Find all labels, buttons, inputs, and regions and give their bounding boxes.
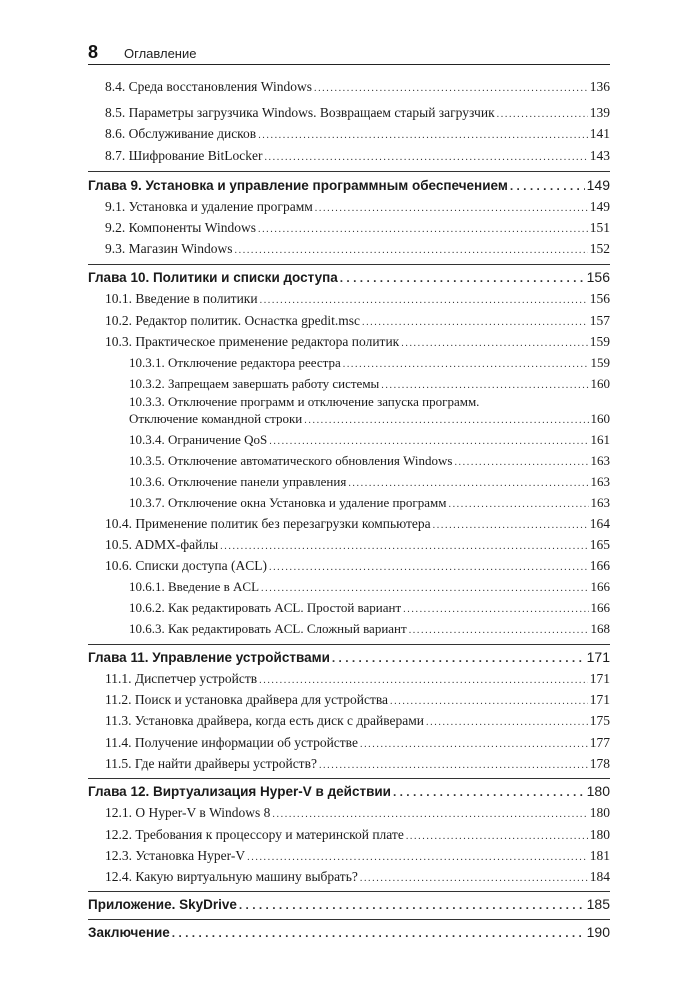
- chapter-title: Заключение: [88, 925, 170, 940]
- leader-dots: [360, 736, 588, 754]
- toc-entry-label: 10.2. Редактор политик. Оснастка gpedit.msc: [105, 313, 360, 328]
- toc-entry-page: 136: [589, 79, 610, 94]
- leader-dots: [304, 412, 588, 430]
- toc-subentry-line1[interactable]: 10.3.3. Отключение программ и отключение запуска программ.: [129, 394, 480, 409]
- toc-subentry-label: 10.6.2. Как редактировать ACL. Простой вариант: [129, 600, 402, 615]
- toc-entry[interactable]: [105, 712, 610, 732]
- leader-dots: [348, 475, 588, 493]
- toc-subentry-label: Отключение командной строки: [129, 411, 303, 426]
- page-number: 8: [88, 42, 99, 62]
- chapter-rule: [88, 891, 610, 892]
- chapter-page: 156: [586, 269, 610, 285]
- leader-dots: [235, 242, 588, 260]
- leader-dots: [390, 693, 588, 711]
- toc-subentry-label: 10.6.3. Как редактировать ACL. Сложный вариант: [129, 621, 407, 636]
- leader-dots: [448, 496, 588, 514]
- toc-entry-label: 10.5. ADMX-файлы: [105, 537, 219, 552]
- toc-entry-label: 9.2. Компоненты Windows: [105, 220, 256, 235]
- leader-dots: [510, 177, 585, 195]
- toc-entry-page: 141: [589, 126, 610, 141]
- leader-dots: [220, 538, 588, 556]
- toc-entry[interactable]: [105, 198, 610, 218]
- chapter-rule: [88, 778, 610, 779]
- toc-entry[interactable]: [105, 147, 610, 167]
- toc-entry-label: 12.3. Установка Hyper-V: [105, 848, 246, 863]
- toc-entry-page: 164: [589, 516, 610, 531]
- toc-entry[interactable]: [105, 125, 610, 145]
- toc-entry-label: 10.3. Практическое применение редактора политик: [105, 334, 400, 349]
- toc-entry-page: 139: [589, 105, 610, 120]
- toc-subentry-page: 166: [590, 579, 610, 594]
- toc-subentry-page: 168: [590, 621, 610, 636]
- toc-entry[interactable]: [105, 536, 610, 556]
- toc-entry-label: 10.1. Введение в политики: [105, 291, 258, 306]
- leader-dots: [401, 335, 588, 353]
- toc-entry-label: 12.2. Требования к процессору и материнской плате: [105, 827, 404, 842]
- toc-entry-page: 159: [589, 334, 610, 349]
- chapter-title: Глава 9. Установка и управление программным обеспечением: [88, 178, 508, 193]
- toc-subentry[interactable]: [129, 620, 610, 640]
- toc-entry-page: 180: [589, 805, 610, 820]
- toc-entry-page: 152: [589, 241, 610, 256]
- toc-subentry-page: 166: [590, 600, 610, 615]
- toc-entry-label: 9.3. Магазин Windows: [105, 241, 233, 256]
- toc-entry-label: 8.5. Параметры загрузчика Windows. Возвращаем старый загрузчик: [105, 105, 495, 120]
- toc-entry-page: 171: [589, 671, 610, 686]
- chapter-page: 185: [586, 896, 610, 912]
- leader-dots: [332, 649, 585, 667]
- leader-dots: [314, 80, 588, 98]
- leader-dots: [426, 714, 588, 732]
- toc-entry-page: 171: [589, 692, 610, 707]
- chapter-rule: [88, 919, 610, 920]
- toc-entry-label: 8.6. Обслуживание дисков: [105, 126, 257, 141]
- toc-entry-page: 178: [589, 756, 610, 771]
- chapter-title: Глава 12. Виртуализация Hyper-V в действии: [88, 784, 391, 799]
- leader-dots: [247, 849, 588, 867]
- leader-dots: [315, 200, 588, 218]
- toc-subentry-page: 163: [590, 474, 610, 489]
- toc-subentry-label: 10.6.1. Введение в ACL: [129, 579, 260, 594]
- chapter-title: Глава 10. Политики и списки доступа: [88, 270, 338, 285]
- toc-subentry[interactable]: [129, 375, 610, 395]
- toc-subentry-page: 163: [590, 495, 610, 510]
- toc-entry-label: 10.4. Применение политик без перезагрузки компьютера: [105, 516, 431, 531]
- leader-dots: [340, 269, 585, 287]
- leader-dots: [403, 601, 588, 619]
- leader-dots: [362, 314, 588, 332]
- toc-entry[interactable]: [105, 290, 610, 310]
- toc-entry-label: 11.4. Получение информации об устройстве: [105, 735, 358, 750]
- toc-entry-label: 10.6. Списки доступа (ACL): [105, 558, 267, 573]
- toc-entry-page: 151: [589, 220, 610, 235]
- chapter-rule: [88, 171, 610, 172]
- leader-dots: [454, 454, 588, 472]
- toc-subentry-page: 161: [590, 432, 610, 447]
- toc-entry[interactable]: [105, 240, 610, 260]
- toc-entry[interactable]: [105, 670, 610, 690]
- leader-dots: [360, 870, 588, 888]
- toc-subentry-page: 159: [590, 355, 610, 370]
- toc-entry-page: 177: [589, 735, 610, 750]
- toc-entry-page: 184: [589, 869, 610, 884]
- leader-dots: [272, 806, 587, 824]
- toc-conclusion[interactable]: [88, 923, 610, 942]
- leader-dots: [433, 517, 588, 535]
- toc-subentry[interactable]: [129, 431, 610, 451]
- toc-subentry-page: 163: [590, 453, 610, 468]
- toc-subentry[interactable]: [129, 452, 610, 472]
- chapter-rule: [88, 644, 610, 645]
- leader-dots: [258, 127, 588, 145]
- leader-dots: [343, 356, 589, 374]
- toc-entry[interactable]: [105, 847, 610, 867]
- toc-entry-label: 12.1. О Hyper-V в Windows 8: [105, 805, 271, 820]
- toc-entry[interactable]: [105, 826, 610, 846]
- toc-subentry-label: 10.3.7. Отключение окна Установка и удаление программ: [129, 495, 447, 510]
- toc-chapter-9[interactable]: [88, 176, 610, 195]
- chapter-rule: [88, 264, 610, 265]
- toc-entry-page: 175: [589, 713, 610, 728]
- toc-entry[interactable]: [105, 868, 610, 888]
- toc-entry[interactable]: [105, 312, 610, 332]
- leader-dots: [239, 896, 585, 914]
- running-title: Оглавление: [124, 46, 197, 61]
- toc-subentry-label: 10.3.1. Отключение редактора реестра: [129, 355, 341, 370]
- toc-subentry-page: 160: [590, 411, 610, 426]
- toc-subentry[interactable]: [129, 354, 610, 374]
- toc-entry-page: 166: [589, 558, 610, 573]
- leader-dots: [258, 221, 588, 239]
- toc-entry[interactable]: [105, 691, 610, 711]
- leader-dots: [409, 622, 589, 640]
- chapter-page: 149: [586, 177, 610, 193]
- toc-entry[interactable]: [105, 78, 610, 98]
- toc-entry-page: 143: [589, 148, 610, 163]
- toc-subentry-label: 10.3.4. Ограничение QoS: [129, 432, 268, 447]
- chapter-page: 180: [586, 783, 610, 799]
- toc-entry[interactable]: [105, 219, 610, 239]
- toc-subentry[interactable]: [129, 599, 610, 619]
- toc-entry-page: 156: [589, 291, 610, 306]
- toc-subentry-label: 10.3.5. Отключение автоматического обновления Windows: [129, 453, 453, 468]
- leader-dots: [259, 672, 588, 690]
- toc-entry-page: 180: [589, 827, 610, 842]
- toc-entry-label: 11.1. Диспетчер устройств: [105, 671, 258, 686]
- toc-entry-label: 11.2. Поиск и установка драйвера для устройства: [105, 692, 389, 707]
- leader-dots: [172, 924, 585, 942]
- toc-chapter-12[interactable]: [88, 782, 610, 801]
- toc-entry-page: 149: [589, 199, 610, 214]
- leader-dots: [261, 580, 588, 598]
- toc-subentry-page: 160: [590, 376, 610, 391]
- toc-subentry-label: 10.3.2. Запрещаем завершать работу системы: [129, 376, 380, 391]
- toc-entry[interactable]: [105, 804, 610, 824]
- leader-dots: [269, 559, 588, 577]
- toc-entry-label: 11.3. Установка драйвера, когда есть диск с драйверами: [105, 713, 425, 728]
- toc-subentry[interactable]: [129, 494, 610, 514]
- chapter-title: Приложение. SkyDrive: [88, 897, 237, 912]
- leader-dots: [260, 292, 588, 310]
- leader-dots: [269, 433, 588, 451]
- toc-entry-page: 165: [589, 537, 610, 552]
- toc-entry[interactable]: [105, 557, 610, 577]
- toc-subentry[interactable]: [129, 473, 610, 493]
- toc-appendix[interactable]: [88, 895, 610, 914]
- toc-entry-page: 181: [589, 848, 610, 863]
- leader-dots: [319, 757, 588, 775]
- toc-entry-page: 157: [589, 313, 610, 328]
- toc-chapter-11[interactable]: [88, 648, 610, 667]
- leader-dots: [393, 783, 585, 801]
- toc-entry[interactable]: [105, 333, 610, 353]
- toc-subentry-label: 10.3.6. Отключение панели управления: [129, 474, 347, 489]
- chapter-page: 190: [586, 924, 610, 940]
- toc-entry[interactable]: [105, 734, 610, 754]
- toc-entry-label: 11.5. Где найти драйверы устройств?: [105, 756, 317, 771]
- toc-entry-label: 8.4. Среда восстановления Windows: [105, 79, 312, 94]
- toc-entry-label: 9.1. Установка и удаление программ: [105, 199, 313, 214]
- toc-entry-label: 8.7. Шифрование BitLocker: [105, 148, 263, 163]
- toc-chapter-10[interactable]: [88, 268, 610, 287]
- leader-dots: [406, 828, 588, 846]
- toc-subentry[interactable]: [129, 578, 610, 598]
- toc-entry[interactable]: [105, 515, 610, 535]
- leader-dots: [497, 106, 588, 124]
- toc-entry-label: 12.4. Какую виртуальную машину выбрать?: [105, 869, 358, 884]
- toc-entry[interactable]: [105, 755, 610, 775]
- toc-subentry[interactable]: [129, 410, 610, 430]
- leader-dots: [264, 149, 587, 167]
- chapter-page: 171: [586, 649, 610, 665]
- toc-entry[interactable]: [105, 104, 610, 124]
- chapter-title: Глава 11. Управление устройствами: [88, 650, 330, 665]
